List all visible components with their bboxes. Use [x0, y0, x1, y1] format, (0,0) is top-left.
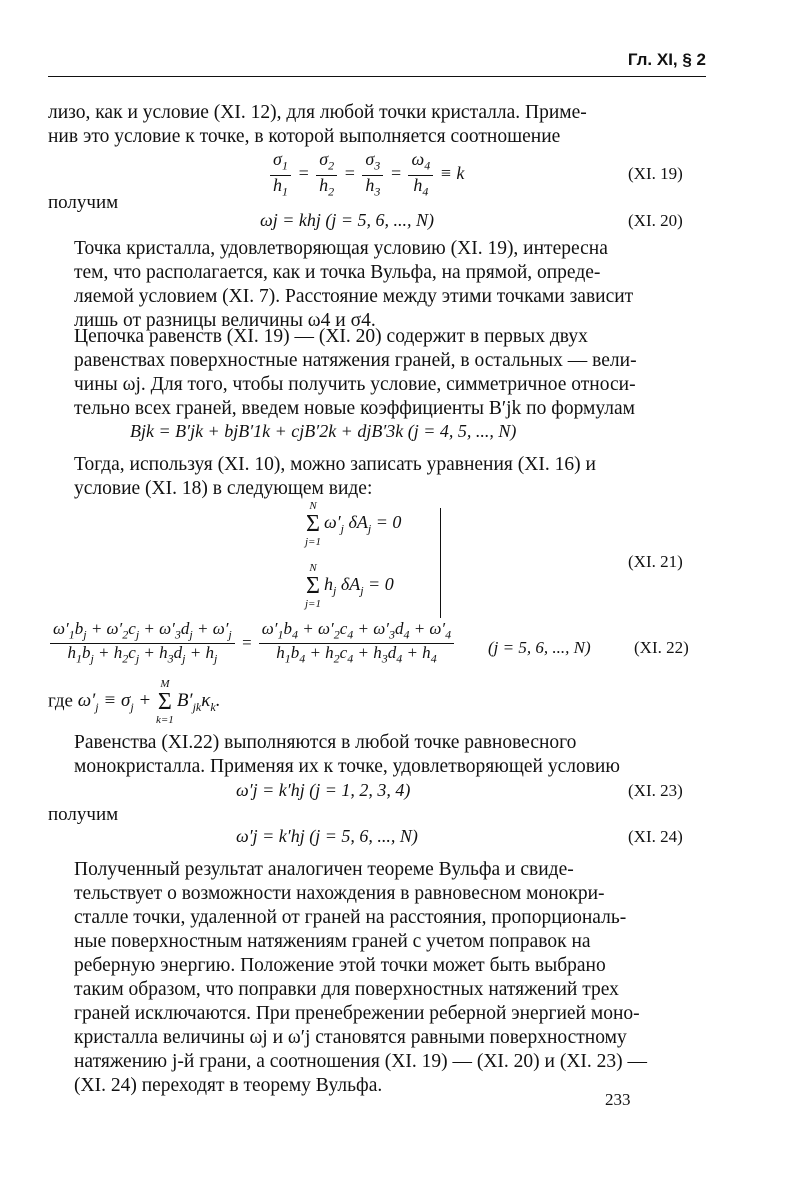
sum-symbol: N Σ j=1 — [305, 562, 321, 610]
fraction: $\frac{\omega_4}{h_4}$ — [408, 150, 433, 200]
text-line: Полученный результат аналогичен теореме Вульфа и свиде- — [74, 859, 574, 880]
fraction: $\frac{\omega'_1b_4 + \omega'_2c_4 + \omega'_3d_4 + \omega'_4}{h_1b_4 + h_2c_4 + h_3d_4 + h_4}$ — [259, 620, 454, 668]
equation-xi-19: $\frac{\sigma_1}{h_1}$ = $\frac{\sigma_2}{h_2}$ = $\frac{\sigma_3}{h_3}$ = $\frac{\omega_4}{h_4}$ ≡ k — [268, 150, 464, 200]
text-line: чины ωj. Для того, чтобы получить условие, симметричное относи- — [74, 374, 636, 395]
label-text: получим — [48, 192, 119, 213]
fraction: $\frac{\omega'_1b_j + \omega'_2c_j + \omega'_3d_j + \omega'_j}{h_1b_j + h_2c_j + h_3d_j + h_j}$ — [50, 620, 235, 668]
where-definition: где $\omega'_j \equiv \sigma_j$ + M Σ k=1 $B'_{jk}\kappa_k$. — [48, 678, 221, 726]
equation-bjk: Bjk = B′jk + bjB′1k + cjB′2k + djB′3k (j = 4, 5, ..., N) — [130, 421, 517, 441]
system-brace — [440, 508, 441, 618]
equation-number: (XI. 21) — [628, 552, 683, 571]
text-line: кристалла величины ωj и ω′j становятся равными поверхностному — [74, 1027, 627, 1048]
equation-xi-24: ω′j = k′hj (j = 5, 6, ..., N) — [236, 826, 418, 846]
equation-xi-23: ω′j = k′hj (j = 1, 2, 3, 4) — [236, 780, 411, 800]
text-line: тельствует о возможности нахождения в равновесном монокри- — [74, 883, 605, 904]
text-line: Тогда, используя (XI. 10), можно записать уравнения (XI. 16) и — [74, 454, 596, 475]
equation-xi-21-line-1: N Σ j=1 $\omega'_j$ $\delta A_j = 0$ — [305, 500, 402, 548]
header-rule — [48, 76, 706, 77]
text-line: Цепочка равенств (XI. 19) — (XI. 20) содержит в первых двух — [74, 326, 588, 347]
text-line: Равенства (XI.22) выполняются в любой точке равновесного — [74, 732, 577, 753]
text-line: реберную энергию. Положение этой точки может быть выбрано — [74, 955, 606, 976]
equation-number: (XI. 24) — [628, 827, 683, 846]
running-header — [48, 48, 706, 76]
text-line: лизо, как и условие (XI. 12), для любой точки кристалла. Приме- — [48, 102, 587, 123]
equation-number: (XI. 19) — [628, 164, 683, 183]
page-number: 233 — [605, 1090, 631, 1109]
equation-xi-22: $\frac{\omega'_1b_j + \omega'_2c_j + \omega'_3d_j + \omega'_j}{h_1b_j + h_2c_j + h_3d_j + h_j}$ = $\frac{\omega'_1b_4 + \omega'_2c_4 + \omega'_3d_4 + \omega'_4}{h_1b_4 + h_2c_4 + h_3d_4 + h_4}$ — [48, 620, 456, 668]
text-line: тельно всех граней, введем новые коэффициенты B′jk по формулам — [74, 398, 636, 419]
text-line: равенствах поверхностные натяжения граней, в остальных — вели- — [74, 350, 637, 371]
text-line: Точка кристалла, удовлетворяющая условию (XI. 19), интересна — [74, 238, 608, 259]
label-text: где — [48, 690, 73, 712]
paragraph-1 — [48, 101, 704, 149]
text-line: натяжению j-й грани, а соотношения (XI. 19) — (XI. 20) и (XI. 23) — — [74, 1051, 648, 1072]
text-line: нив это условие к точке, в которой выполняется соотношение — [48, 126, 561, 147]
text-line: монокристалла. Применяя их к точке, удовлетворяющей условию — [74, 756, 620, 777]
text-line: ляемой условием (XI. 7). Расстояние между этими точками зависит — [74, 286, 634, 307]
text-line: таким образом, что поправки для поверхностных натяжений трех — [74, 979, 619, 1000]
text-line: лишь от разницы величины ω4 и σ4. — [74, 310, 376, 331]
text-line: ные поверхностным натяжениям граней с учетом поправок на — [74, 931, 591, 952]
paragraph-4 — [48, 453, 704, 501]
chapter-section-label: Гл. XI, § 2 — [627, 50, 706, 69]
label-text: получим — [48, 804, 119, 825]
equation-number: (XI. 22) — [634, 638, 689, 657]
equation-xi-20: ωj = khj (j = 5, 6, ..., N) — [260, 210, 434, 230]
text-line: условие (XI. 18) в следующем виде: — [74, 478, 373, 499]
text-line: тем, что располагается, как и точка Вульфа, на прямой, опреде- — [74, 262, 601, 283]
paragraph-2 — [48, 237, 704, 333]
equation-number: (XI. 20) — [628, 211, 683, 230]
text-line: (XI. 24) переходят в теорему Вульфа. — [74, 1075, 383, 1096]
equation-condition: (j = 5, 6, ..., N) — [488, 638, 591, 657]
paragraph-6 — [48, 858, 704, 1098]
equation-number: (XI. 23) — [628, 781, 683, 800]
text-line: сталле точки, удаленной от граней на расстояния, пропорциональ- — [74, 907, 627, 928]
sum-symbol: M Σ k=1 — [156, 678, 174, 726]
fraction: $\frac{\sigma_3}{h_3}$ — [362, 150, 383, 200]
text-line: граней исключаются. При пренебрежении реберной энергией моно- — [74, 1003, 640, 1024]
fraction: $\frac{\sigma_1}{h_1}$ — [270, 150, 291, 200]
paragraph-5 — [48, 731, 704, 779]
paragraph-3 — [48, 325, 704, 421]
sum-symbol: N Σ j=1 — [305, 500, 321, 548]
equation-xi-21-line-2: N Σ j=1 $h_j$ $\delta A_j = 0$ — [305, 562, 394, 610]
fraction: $\frac{\sigma_2}{h_2}$ — [316, 150, 337, 200]
